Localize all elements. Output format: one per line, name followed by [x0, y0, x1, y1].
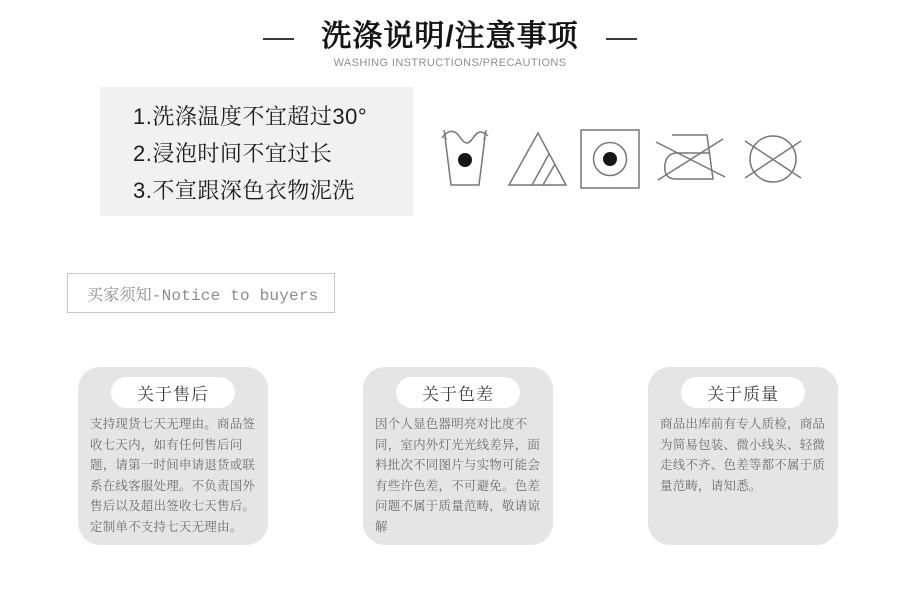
washing-rules-box	[100, 87, 413, 216]
card-title: 关于色差	[422, 385, 494, 404]
card-color-difference-body: 因个人显色器明亮对比度不同，室内外灯光光线差异，面料批次不同图片与实物可能会有些许色差，不可避免。色差问题不属于质量范畴，敬请谅解	[375, 417, 541, 534]
wash-rule-1: 1.洗涤温度不宜超过30°	[133, 104, 368, 129]
card-title: 关于质量	[707, 385, 779, 404]
wash-rule-3: 3.不宣跟深色衣物泥洗	[133, 178, 355, 203]
bleach-triangle-stripes-icon	[505, 129, 569, 189]
card-quality	[648, 367, 838, 545]
do-not-iron-icon	[652, 123, 728, 195]
card-quality-title-pill	[681, 377, 805, 408]
page-title: 洗涤说明/注意事项	[321, 20, 579, 53]
section-header	[0, 20, 900, 70]
wash-rule-2: 2.浸泡时间不宜过长	[133, 141, 333, 166]
do-not-dry-clean-icon	[738, 123, 808, 195]
card-color-difference	[363, 367, 553, 545]
tumble-dry-dot-icon	[579, 128, 641, 190]
title-block	[321, 20, 578, 70]
notice-to-buyers-box	[67, 273, 335, 313]
wash-tub-dot-icon	[436, 125, 494, 193]
info-cards-row	[78, 367, 838, 545]
title-right-rule	[606, 38, 637, 40]
page-subtitle: WASHING INSTRUCTIONS/PRECAUTIONS	[333, 57, 567, 69]
title-left-rule	[263, 38, 294, 40]
care-symbols-row	[436, 118, 808, 200]
card-quality-body: 商品出库前有专人质检，商品为简易包装、微小线头、轻微走线不齐、色差等都不属于质量范畴，请知悉。	[660, 417, 826, 493]
card-after-sales-body: 支持现货七天无理由。商品签收七天内，如有任何售后问题，请第一时间申请退货或联系在线客服处理。不负责国外售后以及超出签收七天售后。定制单不支持七天无理由。	[90, 417, 256, 534]
card-after-sales	[78, 367, 268, 545]
card-after-sales-title-pill	[111, 377, 235, 408]
notice-label: 买家须知-Notice to buyers	[87, 286, 319, 305]
card-title: 关于售后	[137, 385, 209, 404]
card-color-difference-title-pill	[396, 377, 520, 408]
